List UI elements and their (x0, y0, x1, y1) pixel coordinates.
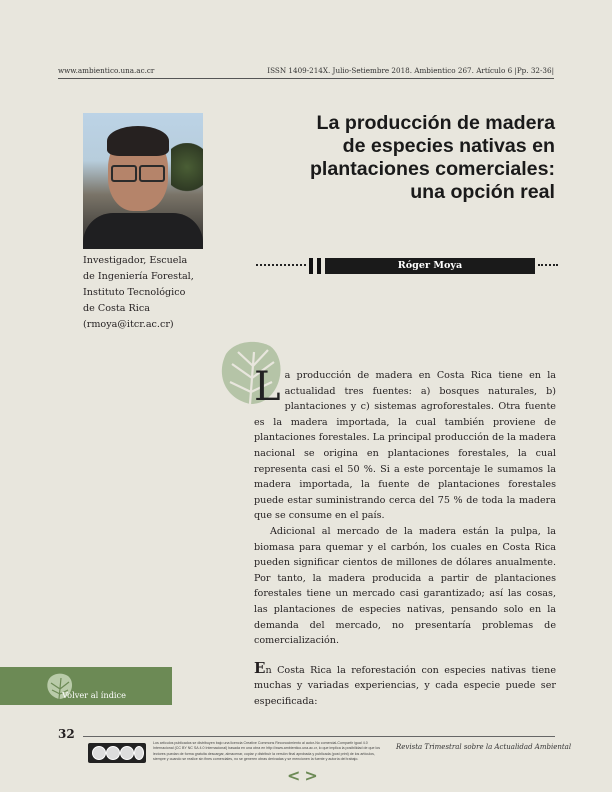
cc-icon (92, 746, 106, 760)
author-bar-mark (309, 258, 313, 274)
author-dots-left (256, 264, 306, 266)
article-body (254, 364, 556, 709)
citation-text: ISSN 1409-214X. Julio-Setiembre 2018. Ambientico 267. Artículo 6 |Pp. 32-36| (267, 66, 554, 75)
affiliation-email[interactable]: (rmoya@itcr.ac.cr) (83, 319, 174, 330)
affiliation-line: Instituto Tecnológico (83, 287, 186, 298)
photo-glasses-right (139, 165, 165, 182)
next-page-button[interactable]: > (304, 766, 322, 785)
page-nav (287, 766, 322, 785)
title-line: de especies nativas en (342, 135, 555, 157)
paragraph-3 (254, 658, 556, 710)
author-bar (256, 258, 558, 274)
nc-icon (120, 746, 134, 760)
page-number: 32 (58, 727, 75, 741)
author-dots-right (538, 264, 558, 266)
paragraph-text: a producción de madera en Costa Rica tiene en la actualidad tres fuentes: a) bosques naturales, b) plantaciones y c) sistemas agroforestales. Otra fuente es la madera importada, la cual también proviene de plantaciones forestales. La principal producción de la madera nacional se origina en plantaciones forestales, la cual representa casi el 50 %. Si a este porcentaje le sumamos la madera importada, la fuente de plantaciones forestales puede estar suministrando cerca del 75 % de toda la madera que se consume en el país. (254, 370, 556, 522)
website-link[interactable]: www.ambientico.una.ac.cr (58, 66, 155, 75)
photo-shoulders (83, 213, 203, 249)
running-header (58, 66, 554, 75)
photo-tree (171, 143, 203, 203)
title-line: plantaciones comerciales: (309, 158, 555, 180)
paragraph-1 (254, 364, 556, 524)
title-line: una opción real (410, 181, 555, 203)
author-affiliation (83, 253, 233, 333)
prev-page-button[interactable]: < (287, 766, 305, 785)
back-to-index-label: Volver al índice (62, 690, 126, 700)
footer-rule (83, 736, 555, 737)
article-title (250, 112, 555, 204)
photo-hair (107, 126, 169, 156)
license-text: Los artículos publicados se distribuyen bajo una licencia Creative Commons Reconocimiento al autor-No comercial-Compartir igual 4.0 Internacional (CC BY NC SA 4.0 Internacional) basada en una obra en http://www.ambientico.una.ac.cr, lo que implica la posibilidad de que los lectores puedan de forma gratuita descargar, almacenar, copiar y distribuir la versión final aprobada y publicada (post print) de los artículos, siempre y cuando se realice sin fines comerciales, no se generen obras derivadas y se mencionen la fuente y autoría del trabajo. (153, 741, 381, 762)
paragraph-text: n Costa Rica la reforestación con especies nativas tiene muchas y variadas experiencias, y cada especie puede ser especificada: (254, 664, 556, 707)
author-bar-mark (317, 258, 321, 274)
author-name: Róger Moya (325, 258, 535, 274)
title-line: La producción de madera (316, 112, 555, 134)
photo-glasses-left (111, 165, 137, 182)
header-rule (58, 78, 554, 79)
back-to-index-button[interactable] (0, 667, 172, 705)
author-photo (83, 113, 203, 249)
affiliation-line: de Ingeniería Forestal, (83, 271, 194, 282)
affiliation-line: de Costa Rica (83, 303, 150, 314)
initial-letter: E (254, 658, 266, 677)
paragraph-2: Adicional al mercado de la madera están la pulpa, la biomasa para quemar y el carbón, los cuales en Costa Rica pueden significar cientos de millones de dólares anualmente. Por tanto, la madera producida a partir de plantaciones forestales tiene un mercado casi garantizado; así las cosas, las plantaciones de especies nativas, pensando solo en la demanda del mercado, no presentaría problemas de comercialización. (254, 525, 556, 647)
sa-icon (134, 746, 144, 760)
affiliation-line: Investigador, Escuela (83, 255, 188, 266)
drop-cap: L (254, 364, 281, 410)
creative-commons-icon[interactable] (88, 743, 146, 763)
journal-name: Revista Trimestral sobre la Actualidad Ambiental (396, 743, 572, 751)
by-icon (106, 746, 120, 760)
